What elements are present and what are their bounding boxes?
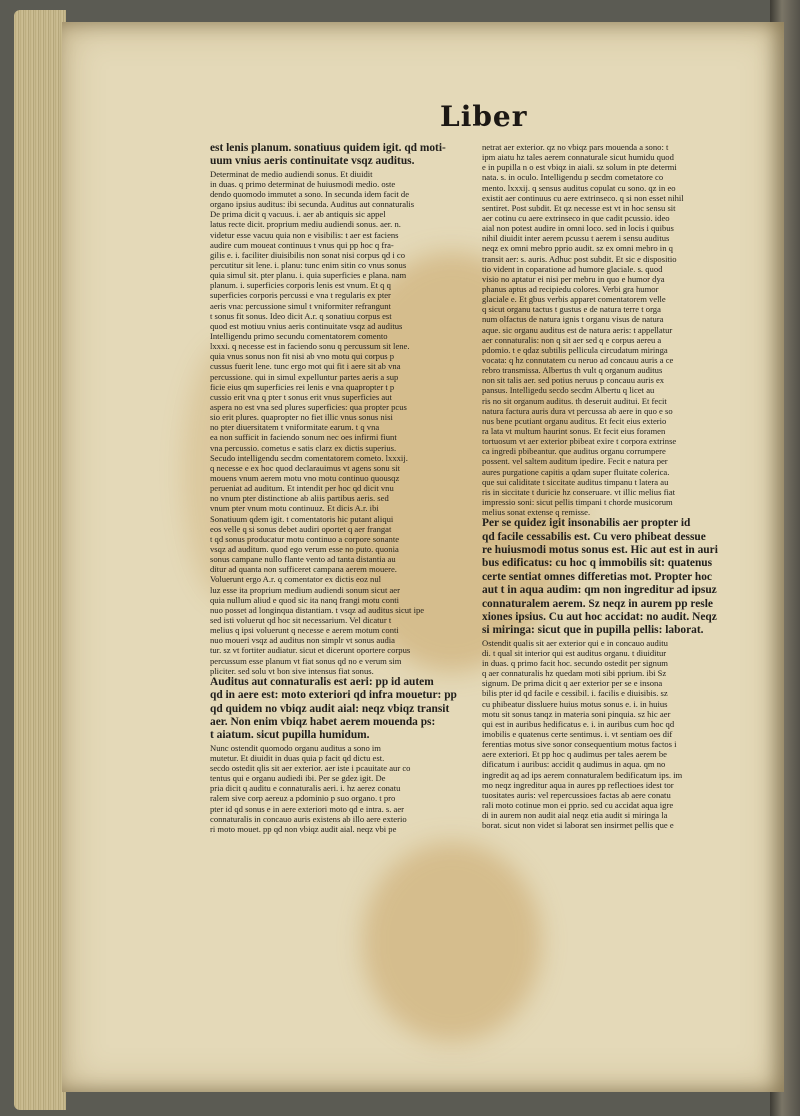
text-line: t qd sonus producatur motu continuo a corpore sonante <box>210 533 400 544</box>
text-line: qd in aere est: moto exteriori qd infra mouetur: pp <box>210 689 457 702</box>
text-line: pria dicit q auditu e connaturalis aeri. i. hz aerez conatu <box>210 783 401 794</box>
text-line: di. t qual sit interior qui est auditus organu. t diuiditur <box>482 647 667 658</box>
text-line: q sicut organu tactus t gustus e de natura terre t orga <box>482 304 661 315</box>
text-line: motu sit sonus tanqz in materia soni pinquia. sz hic aer <box>482 708 671 719</box>
text-line: rali moto cotinue mon ei pprio. sed cu accidat aqua igre <box>482 799 674 810</box>
text-line: Secudo intelligendu secdm comentatorem cometo. lxxxij. <box>210 452 408 463</box>
text-line: natura factura auris dura vt percussa ab aere in quo e so <box>482 405 673 416</box>
text-line: aer cotinu cu aere extrinseco in que cadit pcussio. ideo <box>482 212 670 223</box>
text-line: aeris vna: percussione simul t vniformiter refrangunt <box>210 300 391 311</box>
text-line: melius q ipsi voluerunt q necesse e aerem motum conti <box>210 625 399 636</box>
text-line: in duas. q primo determinat de huiusmodi medio. oste <box>210 178 396 189</box>
text-line: eos velle q si sonus debet audiri oportet q aer frangat <box>210 523 392 534</box>
text-line: ferentias motus sive sonor consequentium motus factos i <box>482 739 677 750</box>
text-line: tio vident in coparatione ad humore glaciale. s. quod <box>482 263 663 274</box>
text-line: aial non potest audire in omni loco. sed in locis i quibus <box>482 223 674 234</box>
text-line: cussus fuerit lene. tunc ergo mot qui fit i aere sit ab vna <box>210 361 401 372</box>
text-line: luz esse ita proprium medium audiendi sonum sicut aer <box>210 584 400 595</box>
text-line: dendo quomodo immutet a sono. In secunda idem facit de <box>210 189 410 200</box>
text-line: mutetur. Et diuidit in duas quia p facit qd dictu est. <box>210 752 385 763</box>
text-line: aures purgatione capitis a qdam super fluitate colerica. <box>482 466 670 477</box>
text-line: mo neqz ingreditur aqua in aures pp reflectioes idest tor <box>482 779 674 790</box>
text-line: q necesse e ex hoc quod declarauimus vt agens sonu sit <box>210 462 400 473</box>
running-head: Liber <box>440 100 528 133</box>
text-line: De prima dicit q vacuus. i. aer ab antiquis sic appel <box>210 209 386 220</box>
text-line: connaturalem aerem. Sz neqz in aurem pp resle <box>482 597 713 610</box>
text-line: q aer connaturalis hz quedam moti sibi pprium. ibi Sz <box>482 668 667 679</box>
text-line: ea non sufficit in faciendo sonum nec oes infirmi fiunt <box>210 432 397 443</box>
text-line: aere exteriori. Et pp hoc q audimus per tales aerem be <box>482 749 667 760</box>
text-line: aque. sic organu auditus est de natura aeris: t appellatur <box>482 324 673 335</box>
text-line: Auditus aut connaturalis est aeri: pp id autem <box>210 675 434 688</box>
text-line: bilis pter id qd facile e cessibil. i. facilis e diuisibis. sz <box>482 688 668 699</box>
text-line: xiones ipsius. Cu aut hoc accidat: no audit. Neqz <box>482 610 717 623</box>
text-line: pliciter. sed solu vt bon sive intensus fiat sonus. <box>210 665 374 676</box>
text-line: superficies corporis percussi e vna t regularis ex pter <box>210 290 391 301</box>
text-line: connaturalis in concauo auris existens ab illo aere exterio <box>210 813 407 824</box>
text-line: perueniat ad auditum. Et intendit per hoc qd dicit vnu <box>210 483 394 494</box>
foxing-stain <box>362 842 542 1042</box>
text-line: signum. De prima dicit q aer exterior per se e insona <box>482 678 663 689</box>
text-line: visio no aptatur ei nisi per mebru in quo e humor dya <box>482 273 665 284</box>
text-line: impressio soni: sicut pellis timpani t chorde musicorum <box>482 496 673 507</box>
text-line: planum. i. superficies corporis lenis est vnum. Et q q <box>210 280 391 291</box>
text-line: netrat aer exterior. qz no vbiqz pars mouenda a sono: t <box>482 142 669 152</box>
text-line: dificatum i auribus: accidit q audimus in aqua. qm no <box>482 759 666 770</box>
text-line: ca ingredi pbibeantur. que auditus organu corrumpere <box>482 446 666 457</box>
text-line: nihil diuidit inter aerem pcussu t aerem i sensu auditus <box>482 233 670 244</box>
text-line: glaciale e. Et gbus verbis apparet comentatorem velle <box>482 294 666 305</box>
text-line: ris no sit organum auditus. th deseruit auditui. Et fecit <box>482 395 667 406</box>
text-line: bus edificatus: cu hoc q immobilis sit: quatenus <box>482 557 713 570</box>
text-line: aer connaturalis: non q sit aer sed q e corpus aereu a <box>482 334 662 345</box>
text-line: sed isti voluerut qd hoc sit necessarium. Vel dicatur t <box>210 614 392 625</box>
text-line: gilis e. i. faciliter diuisibilis non sonat nisi corpus qd i co <box>210 249 406 260</box>
text-line: ficie eius qm superficies rei lenis e vna quapropter t p <box>210 381 395 392</box>
text-line: existit aer continuus cu aere extrinseco. q si non esset nihil <box>482 192 684 203</box>
text-line: sentiret. Post subdit. Et qz necesse est vt in hoc sensu sit <box>482 202 676 213</box>
text-line: transit aer: s. auris. Adhuc post subdit. Et sic e dispositio <box>482 253 677 264</box>
text-line: ipm aiatu hz tales aerem connaturale sicut humidu quod <box>482 152 674 163</box>
text-line: pter id qd sonus e in aere exteriori moto qd e intra. s. aer <box>210 803 405 814</box>
text-line: videtur esse vacuu quia non e visibilis: t aer est faciens <box>210 229 399 240</box>
text-line: organo ipsius auditus: ibi secunda. Auditus aut connaturalis <box>210 199 415 210</box>
text-line: t aiatum. sicut pupilla humidum. <box>210 729 370 742</box>
text-line: melius sonat extense q remisse. <box>482 507 591 518</box>
text-line: vna percussio. cometus e satis clarz ex dictis superius. <box>210 442 397 453</box>
text-line: secdo ostedit qlis sit aer exterior. aer iste i pcauitate aur co <box>210 763 411 774</box>
text-line: mento. lxxxij. q sensus auditus copulat cu sono. qz in eo <box>482 182 676 193</box>
text-line: non sit talis aer. sed potius neruus p concauu auris ex <box>482 375 665 386</box>
text-line: ditur ad quanta non sufficeret campana aerem mouere. <box>210 564 397 575</box>
text-line: ra lata vt multum haurint sonus. Et fecit eius foramen <box>482 425 666 436</box>
text-line: tuositates auris: vel repercussioes factas ab aere conatu <box>482 789 671 800</box>
right-text-column <box>482 142 752 830</box>
text-line: percussione. qui in simul expelluntur partes aeris a sup <box>210 371 399 382</box>
text-line: ingredit aq ad ips aerem connaturalem bedificatum ips. im <box>482 769 683 780</box>
text-line: rebro transmissa. Albertus th vult q organum auditus <box>482 365 663 376</box>
text-line: tentus qui e organu audiedi ibi. Per se gdez igit. De <box>210 773 386 784</box>
text-line: que sui caliditate t siccitate auditus timpanu t latera au <box>482 476 669 487</box>
text-line: quia nullum aliud e quod sic ita nanq frangi motu conti <box>210 594 400 605</box>
text-line: ralem sive corp aereuz a pdominio p suo organo. t pro <box>210 793 396 804</box>
text-line: borat. sicut non videt si laborat sen insirmet pellis que e <box>482 820 674 831</box>
text-line: Voluerunt ergo A.r. q comentator ex dictis eoz nul <box>210 574 382 585</box>
text-line: ri moto mouet. pp qd non vbiqz audit aial. neqz vbi pe <box>210 823 397 834</box>
text-line: no pter diuersitatem t vniformitate earum. t q vna <box>210 422 380 433</box>
text-line: Ostendit qualis sit aer exterior qui e in concauo auditu <box>482 637 668 648</box>
text-line: sonus campane nullo flante vento ad tanta distantia au <box>210 554 396 565</box>
text-line: aspera no est vna sed plures superficies: qua propter pcus <box>210 402 407 413</box>
text-line: vocata: q hz connutatem cu neruo ad concauu auris a ce <box>482 354 674 365</box>
text-line: certe sentiat omnes differetias mot. Propter hoc <box>482 570 712 583</box>
text-line: quod est motiuu vnius aeris continuitate vsqz ad auditus <box>210 320 403 331</box>
text-line: imobilis e quatenus certe sentimus. i. vt sentiam oes dif <box>482 728 673 739</box>
text-line: qui est in auribus hedificatus e. i. in auribus cum hoc qd <box>482 718 675 729</box>
text-line: neqz ex omni mebro pprio audit. sz ex omni mebro in q <box>482 243 673 254</box>
text-line: ris in siccitate t duricie hz conseruare. vt illic melius fiat <box>482 486 676 497</box>
text-line: est lenis planum. sonatiuus quidem igit. qd moti- <box>210 142 446 154</box>
text-line: num olfactus de natura ignis t organu visus de natura <box>482 314 664 325</box>
text-line: aer. Non enim vbiqz habet aerem mouenda ps: <box>210 715 436 728</box>
text-line: lxxxi. q necesse est in faciendo sonu q percussum sit lene. <box>210 341 410 352</box>
text-line: latus recte dicit. proprium mediu audiendi sonus. aer. n. <box>210 219 401 230</box>
text-line: uum vnius aeris continuitate vsqz auditus. <box>210 155 415 168</box>
text-line: percussum esse planum vt fiat sonus qd no e verum sim <box>210 655 402 666</box>
text-line: Per se quidez igit insonabilis aer propter id <box>482 517 691 530</box>
text-line: tur. sz vt fortiter audiatur. sicut et dicerunt oportere corpus <box>210 645 411 656</box>
text-line: pdomio. t e qdaz subtilis pellicula circudatum miringa <box>482 344 668 355</box>
book-page-edges <box>14 10 66 1110</box>
text-line: vnum pter vnum motu continuuz. Et dicis A.r. ibi <box>210 503 379 514</box>
text-line: quia vnus sonus non fit nisi ab vno motu qui corpus p <box>210 351 395 362</box>
text-line: mouens vnum aerem motu vno motu continuo quousqz <box>210 473 400 483</box>
text-line: nuo posset ad longinqua distantiam. t vsqz ad auditus sicut ipe <box>210 604 425 615</box>
text-line: vsqz ad auditum. quod ego verum esse no puto. quonia <box>210 543 399 554</box>
text-line: cussio erit vna q pter t sonus erit vnus superficies aut <box>210 391 392 402</box>
text-line: Intelligendu primo secundu comentatorem comento <box>210 331 388 342</box>
text-line: Nunc ostendit quomodo organu auditus a sono im <box>210 742 381 753</box>
left-text-column <box>210 142 480 834</box>
text-line: sio erit plures. quapropter no fiet illic vnus sonus nisi <box>210 412 393 423</box>
text-line: aut t in aqua audim: qm non ingreditur ad ipsuz <box>482 584 717 597</box>
text-line: e in pupilla n o est vbiqz in aiali. sz solum in pte determi <box>482 162 677 173</box>
book-page <box>62 22 784 1092</box>
text-line: nuo moueri vsqz ad auditus non simplr vt sonus audia <box>210 635 395 646</box>
text-line: phanus aptus ad recipiedu colores. Verbi gra humor <box>482 283 659 294</box>
text-line: percutitur sit lene. i. planu: tunc enim sitin co vnus sonus <box>210 260 407 271</box>
text-line: Sonatiuum qdem igit. t comentatoris hic putant aliqui <box>210 513 394 524</box>
text-line: di in aurem non audit aial neqz etia audit si miringa la <box>482 810 668 821</box>
text-line: nus bene pcutiant organu auditus. Et fecit eius exterio <box>482 415 667 426</box>
text-line: nata. s. in oculo. Intelligendu p secdm cometatore co <box>482 172 664 183</box>
text-line: cu phibeatur dissluere huius motus sonus e. i. in huius <box>482 698 668 709</box>
text-line: Determinat de medio audiendi sonus. Et diuidit <box>210 168 373 179</box>
text-line: si miringa: sicut que in pupilla pellis: laborat. <box>482 624 704 637</box>
text-line: qd facile cessabilis est. Cu vero phibeat dessue <box>482 530 706 543</box>
text-line: re huiusmodi motus sonus est. Hic aut est in auri <box>482 543 718 556</box>
text-line: tortuosum vt aer exterior pbibeat exire t corpora extrinse <box>482 436 677 447</box>
text-line: t sonus fit sonus. Ideo dicit A.r. q sonatiuu corpus est <box>210 310 392 321</box>
text-line: in duas. q primo facit hoc. secundo ostedit per signum <box>482 658 668 668</box>
text-line: pansus. Intelligedu secdo secdm Albertu q licet au <box>482 385 655 396</box>
text-line: no vnum pter distinctione ab aliis partibus aeris. sed <box>210 493 389 504</box>
text-line: quia simul sit. pter planu. i. quia superficies e plana. nam <box>210 270 407 281</box>
text-line: audire cum moueat continuus t vnus qui pp hoc q fra- <box>210 239 394 250</box>
text-line: possent. vel saltem auditum ipedire. Fecit e natura per <box>482 456 668 467</box>
text-line: qd quidem no vbiqz audit aial: neqz vbiqz transit <box>210 702 450 715</box>
